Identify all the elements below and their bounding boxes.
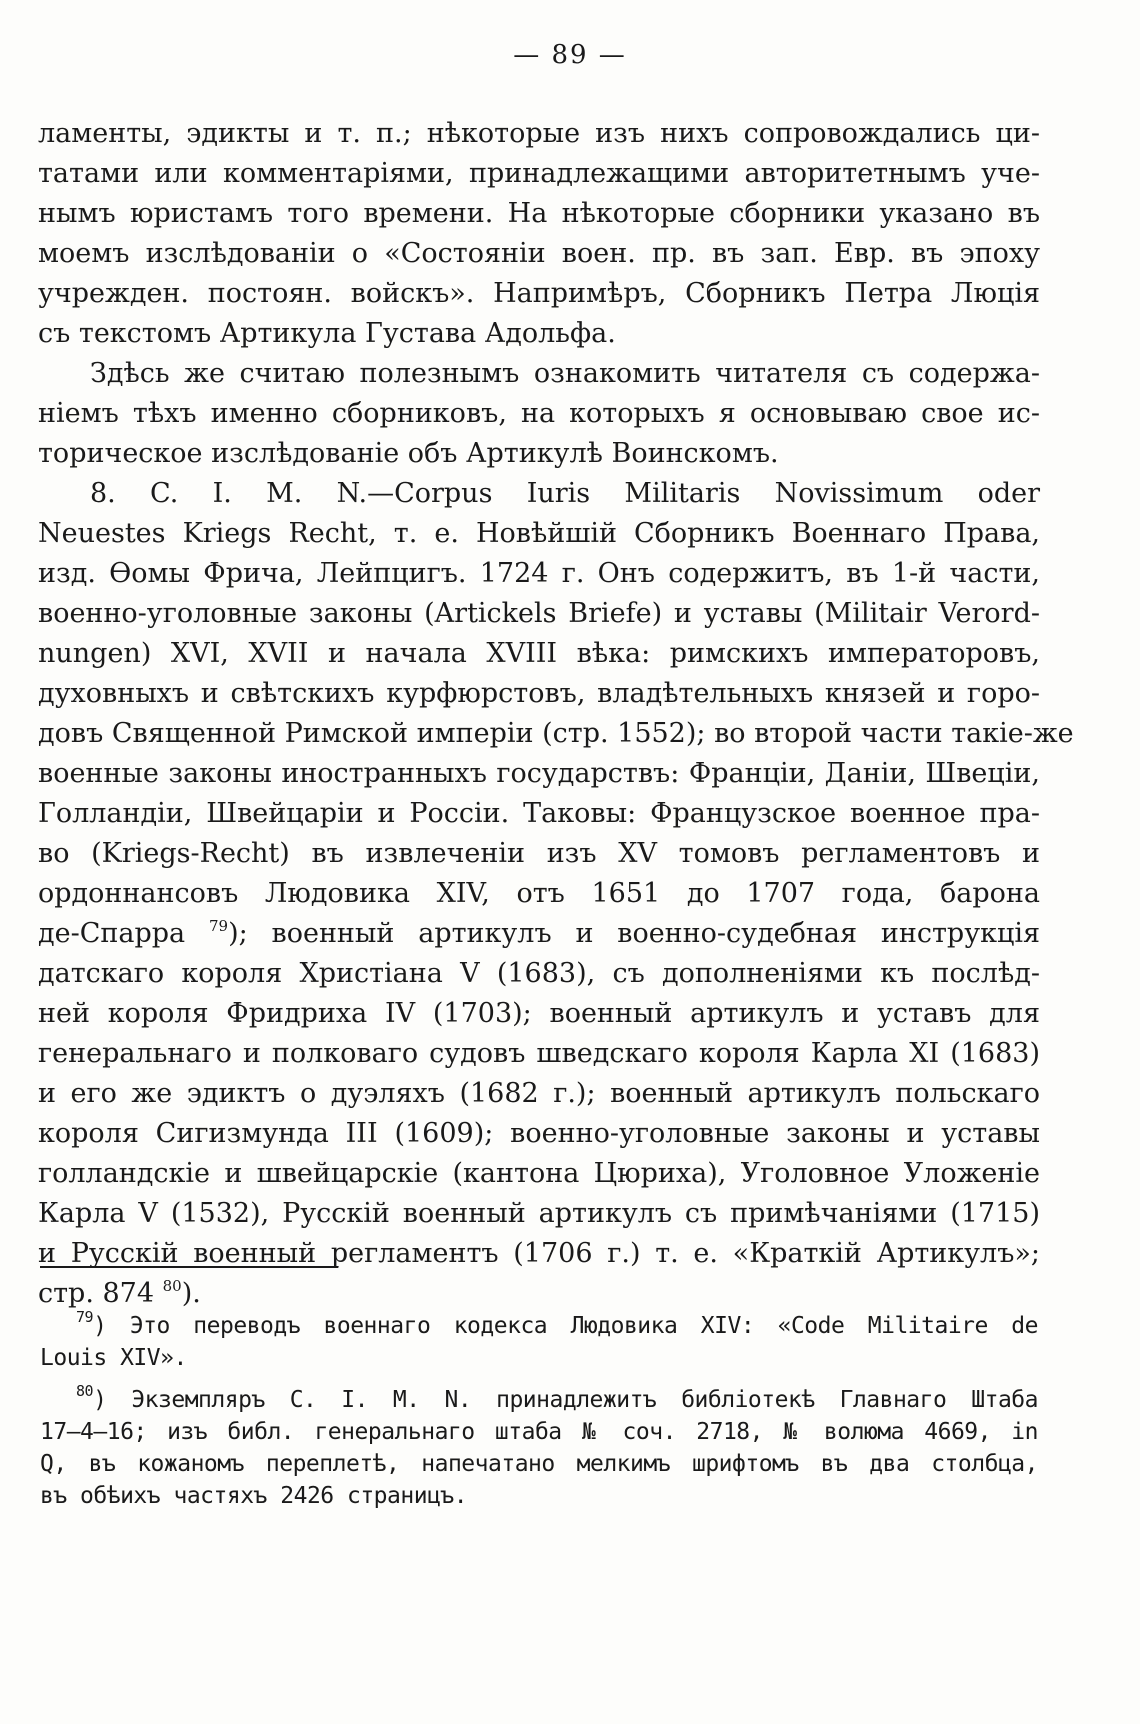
- text-line: моемъ изслѣдованіи о «Состояніи воен. пр. въ зап. Евр. въ эпоху: [38, 238, 1040, 269]
- footnotes: [40, 1310, 1038, 1522]
- page-number: — 89 —: [513, 40, 627, 70]
- paragraph-1: [38, 114, 1040, 354]
- text-fragment: ).: [181, 1278, 201, 1309]
- paragraph-2: [38, 354, 1040, 474]
- footnote-line: Q, въ кожаномъ переплетѣ, напечатано мелкимъ шрифтомъ въ два столбца,: [40, 1451, 1038, 1477]
- footnote-text: ) Это переводъ военнаго кодекса Людовика XIV: «Code Militaire de: [93, 1313, 1038, 1339]
- text-line: военно-уголовные законы (Artickels Briefe) и уставы (Militair Verord-: [38, 598, 1040, 629]
- footnote-line: [40, 1384, 1038, 1416]
- footnote-mark: 80: [76, 1382, 94, 1400]
- text-line: нымъ юристамъ того времени. На нѣкоторые сборники указано въ: [38, 198, 1040, 229]
- footnote-ref-80: 80: [162, 1277, 182, 1295]
- footnote-line: [40, 1310, 1038, 1342]
- text-line: голландскіе и швейцарскіе (кантона Цюриха), Уголовное Уложеніе: [38, 1158, 1040, 1189]
- text-fragment: ); военный артикулъ и военно-судебная инструкція: [228, 918, 1040, 949]
- footnote-separator: [40, 1266, 338, 1268]
- text-line: и Русскій военный регламентъ (1706 г.) т. е. «Краткій Артикулъ»;: [38, 1238, 1040, 1269]
- text-line: во (Kriegs-Recht) въ извлеченіи изъ XV томовъ регламентовъ и: [38, 838, 1040, 869]
- footnote-line: Louis XIV».: [40, 1345, 187, 1371]
- text-line: учрежден. постоян. войскъ». Напримѣръ, Сборникъ Петра Люція: [38, 278, 1040, 309]
- text-line: ней короля Фридриха IV (1703); военный артикулъ и уставъ для: [38, 998, 1040, 1029]
- text-fragment: де-Спарра: [38, 918, 186, 949]
- text-line: военные законы иностранныхъ государствъ: Франціи, Даніи, Швеціи,: [38, 758, 1040, 789]
- text-line: довъ Священной Римской имперіи (стр. 1552); во второй части такіе-же: [38, 718, 1074, 749]
- text-line: съ текстомъ Артикула Густава Адольфа.: [38, 318, 616, 349]
- text-line: Здѣсь же считаю полезнымъ ознакомить читателя съ содержа-: [90, 358, 1040, 389]
- text-line: короля Сигизмунда III (1609); военно-уголовные законы и уставы: [38, 1118, 1040, 1149]
- text-line: духовныхъ и свѣтскихъ курфюрстовъ, владѣтельныхъ князей и горо-: [38, 678, 1040, 709]
- text-line: торическое изслѣдованіе объ Артикулѣ Воинскомъ.: [38, 438, 779, 469]
- text-line: Карла V (1532), Русскій военный артикулъ съ примѣчаніями (1715): [38, 1198, 1040, 1229]
- footnote-text: ) Экземпляръ C. I. M. N. принадлежитъ библіотекѣ Главнаго Штаба: [93, 1387, 1038, 1413]
- footnote-ref-79: 79: [208, 917, 229, 935]
- paragraph-3: [38, 474, 1074, 1314]
- text-line: 8. C. I. M. N.—Corpus Iuris Militaris Novissimum oder: [90, 478, 1040, 509]
- footnote-line: 17—4—16; изъ библ. генеральнаго штаба № соч. 2718, № волюма 4669, in: [40, 1419, 1038, 1445]
- text-line: датскаго короля Христіана V (1683), съ дополненіями къ послѣд-: [38, 958, 1040, 989]
- text-line: татами или комментаріями, принадлежащими авторитетнымъ уче-: [38, 158, 1040, 189]
- text-line: генеральнаго и полковаго судовъ шведскаго короля Карла XI (1683): [38, 1038, 1040, 1069]
- text-line: ордоннансовъ Людовика XIV, отъ 1651 до 1707 года, барона: [38, 878, 1040, 909]
- text-line: и его же эдиктъ о дуэляхъ (1682 г.); военный артикулъ польскаго: [38, 1078, 1040, 1109]
- text-line: Neuestes Kriegs Recht, т. е. Новѣйшій Сборникъ Военнаго Права,: [38, 518, 1040, 549]
- text-line: Голландіи, Швейцаріи и Россіи. Таковы: Французское военное пра-: [38, 798, 1040, 829]
- footnote-79: [40, 1310, 1038, 1374]
- footnote-80: [40, 1384, 1038, 1512]
- text-line-with-footnote: [38, 914, 1040, 954]
- text-line: nungen) XVI, XVII и начала XVIII вѣка: римскихъ императоровъ,: [38, 638, 1040, 669]
- text-line-with-footnote: [38, 1274, 1040, 1314]
- footnote-mark: 79: [76, 1308, 94, 1326]
- text-fragment: стр. 874: [38, 1278, 155, 1309]
- main-text: [38, 114, 1074, 1314]
- text-line: изд. Ѳомы Фрича, Лейпцигъ. 1724 г. Онъ содержитъ, въ 1-й части,: [38, 558, 1040, 589]
- text-line: ламенты, эдикты и т. п.; нѣкоторые изъ нихъ сопровождались ци-: [38, 118, 1040, 149]
- footnote-line: въ обѣихъ частяхъ 2426 страницъ.: [40, 1483, 468, 1509]
- text-line: ніемъ тѣхъ именно сборниковъ, на которыхъ я основываю свое ис-: [38, 398, 1040, 429]
